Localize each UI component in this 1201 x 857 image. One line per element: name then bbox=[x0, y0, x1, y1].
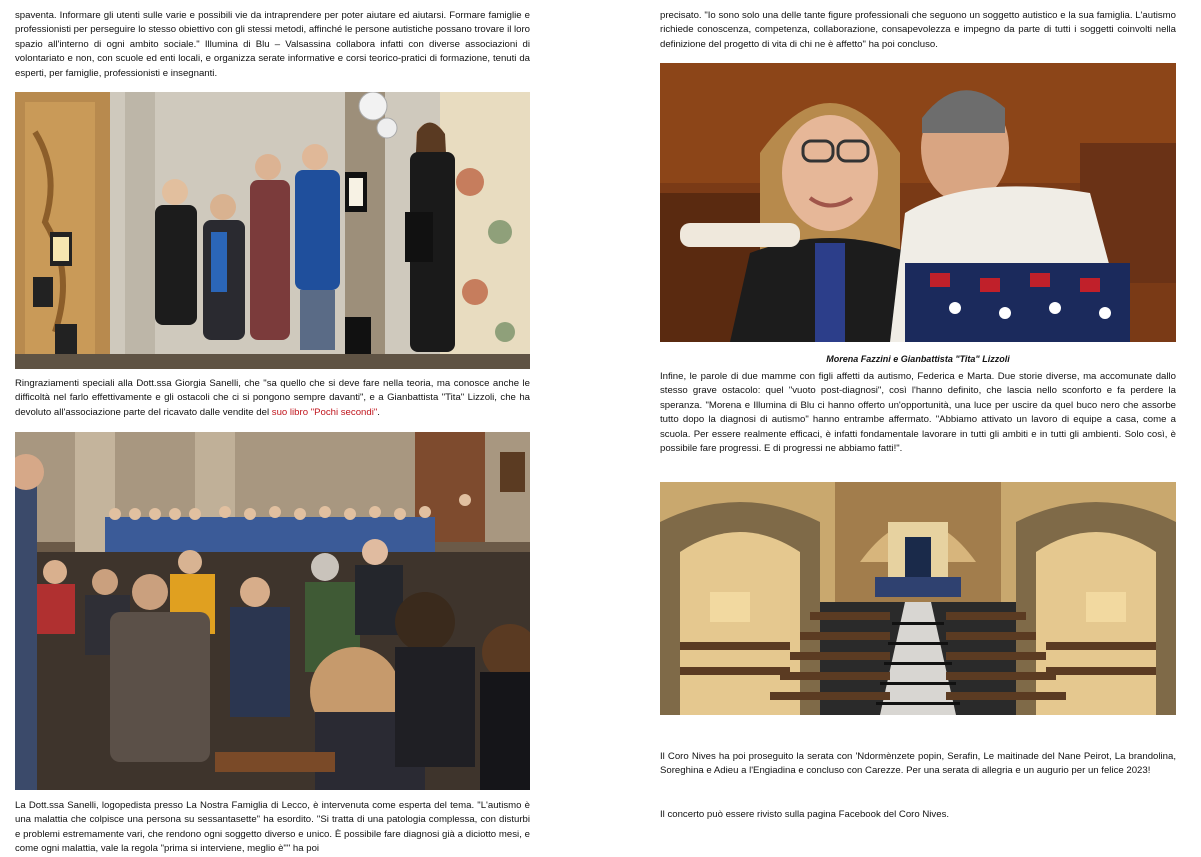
intro-paragraph: spaventa. Informare gli utenti sulle varie e possibili vie da intraprendere per poter aiutare ed aiutarsi. Formare famiglie e professionisti per perseguire lo stesso obiettivo con gli stessi metodi, affinché le persone autistiche possano trovare il loro spazio all'interno di ogni ambito sociale." Illumina di Blu – Valsassina collabora infatti con diverse associazioni di volontariato e non, con scuole ed enti locali, e organizza serate informative e corsi teorico-pratici di formazione, tenuti da esperti, per famiglie, professionisti e insegnanti. bbox=[15, 10, 530, 79]
book-link[interactable]: suo libro "Pochi secondi" bbox=[271, 406, 378, 418]
thanks-end: . bbox=[377, 406, 380, 418]
closing-paragraph: Il concerto può essere rivisto sulla pagina Facebook del Coro Nives. bbox=[660, 809, 950, 820]
thanks-text: Ringraziamenti speciali alla Dott.ssa Giorgia Sanelli, che "sa quello che si deve fare nella teoria, ma conosce anche le difficoltà nel farlo effettivamente e gli ostacoli che ci si pongono sempre davanti", e a Gianbattista "Tita" Lizzoli, che ha devoluto all'associazione parte del ricavato dalle vendite del bbox=[15, 378, 530, 418]
mothers-paragraph: Infine, le parole di due mamme con figli affetti da autismo, Federica e Marta. Due storie diverse, ma accomunate dallo stesso grave ostacolo: quel "vuoto post-diagnosi", così l'hanno definito, che lascia nello sconforto e fa perdere la speranza. "Morena e Illumina di Blu ci hanno offerto un'opportunità, una luce per uscire da quel buco nero che assorbe tutto dopo la diagnosi di autismo" hanno entrambe affermato. "Abbiamo attivato un lavoro di equipe a casa, come a scuola. Per essere realmente efficaci, è infatti fondamentale lavorare in tutti gli ambiti e in tutti gli ambienti. Solo così, è possibile fare progressi. E di progressi ne abbiamo fatti!". bbox=[660, 371, 1176, 455]
thanks-paragraph bbox=[15, 377, 530, 420]
portrait-photo bbox=[660, 63, 1176, 342]
stage-speakers-photo bbox=[15, 92, 530, 369]
photo-caption: Morena Fazzini e Gianbattista "Tita" Lizzoli bbox=[826, 354, 1010, 364]
continued-paragraph: precisato. "Io sono solo una delle tante figure professionali che seguono un soggetto autistico e la sua famiglia. L'autismo richiede conoscenza, competenza, collaborazione, consapevolezza e impegno da parte di tutti i soggetti coinvolti nella definizione del progetto di vita di chi ne è affetto" ha poi concluso. bbox=[660, 10, 1176, 50]
expert-paragraph: La Dott.ssa Sanelli, logopedista presso La Nostra Famiglia di Lecco, è intervenuta come esperta del tema. "L'autismo è una malattia che colpisce una persona su sessantasette" ha esordito. "Si tratta di una patologia complessa, con disturbi e problemi estremamente vari, che rendono ogni soggetto diverso e unico. È possibile fare diagnosi già a diciotto mesi, e come ogni malattia, vale la regola "prima si interviene, meglio è"" ha poi bbox=[15, 800, 530, 855]
choir-paragraph: Il Coro Nives ha poi proseguito la serata con 'Ndormènzete popin, Serafin, Le maitinade del Nane Peirot, La brandolina, Soreghina e Adieu a l'Engiadina e concluso con Carezze. Per una serata di allegria e un augurio per un felice 2023! bbox=[660, 751, 1176, 777]
audience-photo bbox=[15, 432, 530, 790]
church-interior-photo bbox=[660, 482, 1176, 715]
